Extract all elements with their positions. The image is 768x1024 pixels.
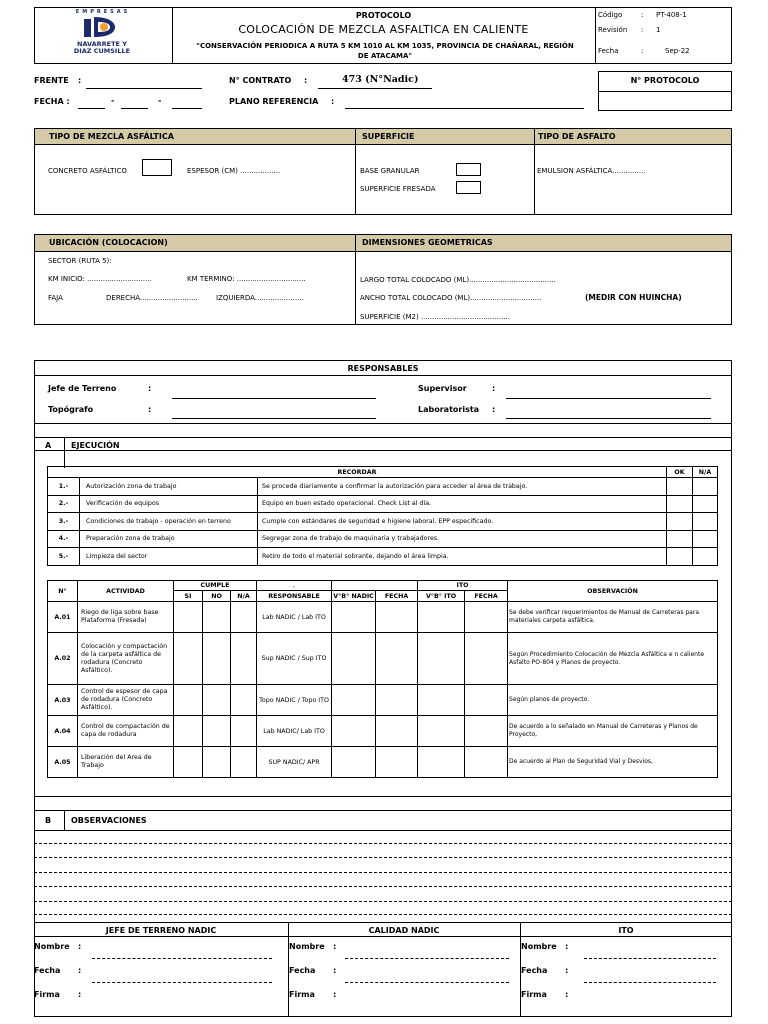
recordar-na-cell[interactable] [693, 513, 718, 531]
fecha-ito-cell[interactable] [465, 716, 508, 747]
asfalto-header: TIPO DE ASFALTO [534, 128, 732, 145]
firma-signature-field[interactable] [345, 988, 509, 1006]
fecha-doc-value: Sep-22 [665, 47, 690, 55]
activity-row: A.05 Liberación del Area de Trabajo SUP NADIC/ APR De acuerdo al Plan de Seguridad Vial y Desvios, [48, 747, 718, 778]
espesor-label: ESPESOR (CM) .................. [187, 167, 281, 175]
cumple-si-cell[interactable] [174, 716, 203, 747]
recordar-ok-cell[interactable] [667, 495, 693, 513]
cumple-na-cell[interactable] [231, 747, 257, 778]
supervisor-label: Supervisor [418, 384, 467, 393]
observacion-header: OBSERVACIÓN [508, 581, 718, 602]
recordar-ok-cell[interactable] [667, 548, 693, 566]
fecha-doc-label: Fecha [598, 47, 619, 55]
cumple-si-cell[interactable] [174, 633, 203, 685]
cumple-na-cell[interactable] [231, 685, 257, 716]
contrato-label: N° CONTRATO [229, 76, 292, 85]
logo-top-text: EMPRESAS [75, 9, 131, 15]
fecha-nadic-cell[interactable] [376, 747, 418, 778]
vb-ito-cell[interactable] [418, 716, 465, 747]
recordar-ok-cell[interactable] [667, 530, 693, 548]
vb-nadic-cell[interactable] [332, 747, 376, 778]
firma-firma-label: Firma [34, 990, 60, 999]
na-header: N/A [693, 467, 718, 478]
vb-ito-cell[interactable] [418, 633, 465, 685]
topografo-label: Topógrafo [48, 405, 94, 414]
laboratorista-label: Laboratorista [418, 405, 480, 414]
cumple-na-cell[interactable] [231, 716, 257, 747]
recordar-row: 5.- Limpieza del sector Retiro de todo el material sobrante, dejando el área limpia. [48, 548, 718, 566]
revision-label: Revisión [598, 26, 628, 34]
cumple-no-cell[interactable] [203, 685, 231, 716]
obs-line-3[interactable] [34, 872, 732, 873]
activity-row: A.01 Riego de liga sobre base Plataforma (Fresada) Lab NADIC / Lab ITO Se debe verificar requerimientos de Manual de Carreteras para materiales carpeta asfáltica. [48, 602, 718, 633]
vb-ito-cell[interactable] [418, 602, 465, 633]
responsables-title: RESPONSABLES [347, 364, 419, 373]
sector-label: SECTOR (RUTA 5): [48, 257, 112, 265]
company-logo-icon [82, 15, 118, 39]
fecha-nadic-cell[interactable] [376, 685, 418, 716]
cumple-si-cell[interactable] [174, 747, 203, 778]
firma-col2-title: CALIDAD NADIC [368, 926, 440, 935]
recordar-ok-cell[interactable] [667, 478, 693, 496]
activity-row: A.02 Colocación y compactación de la carpeta asfáltica de rodadura (Concreto Asfáltico). Sup NADIC / Sup ITO Según Procedimiento Colocación de Mezcla Asfáltica e n caliente Asfalto PO-804 y Planos de proyecto. [48, 633, 718, 685]
recordar-na-cell[interactable] [693, 548, 718, 566]
observaciones-title: OBSERVACIONES [71, 816, 147, 825]
fecha-nadic-cell[interactable] [376, 633, 418, 685]
vb-nadic-cell[interactable] [332, 602, 376, 633]
recordar-na-cell[interactable] [693, 495, 718, 513]
fecha-ito-cell[interactable] [465, 633, 508, 685]
fecha-label: FECHA : [34, 97, 70, 106]
recordar-row: 1.- Autorización zona de trabajo Se procede diariamente a confirmar la autorización para acceder al área de trabajo. [48, 478, 718, 496]
firma-fecha-field[interactable] [92, 982, 272, 983]
cumple-no-cell[interactable] [203, 747, 231, 778]
firma-col1-title: JEFE DE TERRENO NADIC [105, 926, 217, 935]
jefe-terreno-field[interactable] [172, 398, 376, 399]
vb-nadic-cell[interactable] [332, 633, 376, 685]
recordar-na-cell[interactable] [693, 530, 718, 548]
protocolo-label: N° PROTOCOLO [630, 76, 700, 85]
superficie-fresada-label: SUPERFICIE FRESADA [360, 185, 436, 193]
firma-firma-label: Firma [521, 990, 547, 999]
frente-label: FRENTE [34, 76, 69, 85]
firma-signature-field[interactable] [92, 988, 272, 1006]
activity-row: A.04 Control de compactación de capa de rodadura Lab NADIC/ Lab ITO De acuerdo a lo señalado en Manual de Carreteras y Planos de Proyecto, [48, 716, 718, 747]
firma-fecha-label: Fecha [521, 966, 548, 975]
fecha-year-field[interactable] [172, 108, 202, 109]
plano-label: PLANO REFERENCIA [229, 97, 319, 106]
codigo-value: PT-408-1 [656, 11, 687, 19]
firma-nombre-field[interactable] [92, 958, 272, 959]
col-actividad-header: ACTIVIDAD [78, 581, 174, 602]
logo-company-line2: DIAZ CUMSILLE [73, 47, 131, 55]
ubicacion-header: UBICACIÓN (COLOCACION) [34, 234, 356, 252]
base-granular-label: BASE GRANULAR [360, 167, 420, 175]
logo-company-line1: NAVARRETE Y [77, 40, 127, 48]
obs-line-4[interactable] [34, 886, 732, 887]
superficie-fresada-checkbox[interactable] [456, 181, 481, 194]
codigo-label: Código [598, 11, 623, 19]
faja-label: FAJA [48, 294, 63, 302]
contrato-value[interactable]: 473 (N°Nadic) [342, 74, 419, 85]
protocol-label: PROTOCOLO [355, 11, 412, 20]
concreto-label: CONCRETO ASFÁLTICO [48, 167, 127, 175]
frente-field[interactable] [86, 88, 202, 89]
vb-ito-cell[interactable] [418, 685, 465, 716]
firma-col3-title: ITO [618, 926, 634, 935]
vb-nadic-cell[interactable] [332, 685, 376, 716]
fecha-ito-cell[interactable] [465, 685, 508, 716]
recordar-row: 2.- Verificación de equipos Equipo en buen estado operacional. Check List al día. [48, 495, 718, 513]
ejecucion-title: EJECUCIÓN [71, 441, 120, 450]
obs-line-6[interactable] [34, 914, 732, 915]
vb-nadic-cell[interactable] [332, 716, 376, 747]
mezcla-header: TIPO DE MEZCLA ASFÁLTICA [34, 128, 356, 145]
km-termino-field[interactable]: KM TERMINO: ............................... [187, 275, 306, 283]
section-b-letter: B [45, 816, 52, 825]
emulsion-label: EMULSION ASFÁLTICA............... [537, 167, 646, 175]
cumple-no-cell[interactable] [203, 633, 231, 685]
base-granular-checkbox[interactable] [456, 163, 481, 176]
izquierda-field[interactable]: IZQUIERDA...................... [216, 294, 304, 302]
fecha-month-field[interactable] [121, 108, 148, 109]
firma-fecha-field[interactable] [584, 982, 716, 983]
firma-fecha-label: Fecha [34, 966, 61, 975]
fecha-nadic-cell[interactable] [376, 716, 418, 747]
col-n-header: N° [48, 581, 78, 602]
cumple-no-cell[interactable] [203, 602, 231, 633]
firma-signature-field[interactable] [584, 988, 716, 1006]
activity-row: A.03 Control de espesor de capa de rodadura (Concreto Asfáltico). Topo NADIC / Topo ITO Según planos de proyecto. [48, 685, 718, 716]
fecha-day-field[interactable] [78, 108, 105, 109]
ancho-field[interactable]: ANCHO TOTAL COLOCADO (ML)................................ [360, 294, 542, 302]
recordar-row: 4.- Preparación zona de trabajo Segregar zona de trabajo de maquinaria y trabajadores. [48, 530, 718, 548]
ok-header: OK [667, 467, 693, 478]
cumple-si-cell[interactable] [174, 685, 203, 716]
km-inicio-field[interactable]: KM INICIO: ............................. [48, 275, 152, 283]
fecha-ito-cell[interactable] [465, 602, 508, 633]
cumple-no-cell[interactable] [203, 716, 231, 747]
plano-field[interactable] [345, 108, 584, 109]
firma-nombre-label: Nombre [289, 942, 325, 951]
recordar-ok-cell[interactable] [667, 513, 693, 531]
protocolo-field[interactable] [599, 92, 731, 110]
firma-fecha-field[interactable] [345, 982, 509, 983]
vb-ito-cell[interactable] [418, 747, 465, 778]
firma-fecha-label: Fecha [289, 966, 316, 975]
firma-firma-label: Firma [289, 990, 315, 999]
page-subtitle: "CONSERVACIÓN PERIODICA A RUTA 5 KM 1010 AL KM 1035, PROVINCIA DE CHAÑARAL, REGIÓN DE ATACAMA" [196, 42, 574, 60]
recordar-header: RECORDAR [48, 467, 667, 478]
cumple-header: CUMPLE [174, 581, 257, 591]
revision-value: 1 [656, 26, 661, 34]
firma-nombre-label: Nombre [521, 942, 557, 951]
firma-nombre-field[interactable] [584, 958, 716, 959]
firma-nombre-label: Nombre [34, 942, 70, 951]
fecha-nadic-cell[interactable] [376, 602, 418, 633]
cumple-na-cell[interactable] [231, 602, 257, 633]
laboratorista-field[interactable] [506, 418, 711, 419]
recordar-row: 3.- Condiciones de trabajo - operación en terreno Cumple con estándares de seguridad e higiene laboral. EPP especificado. [48, 513, 718, 531]
superficie-header: SUPERFICIE [355, 128, 535, 145]
largo-field[interactable]: LARGO TOTAL COLOCADO (ML)....................................... [360, 276, 556, 284]
cumple-si-cell[interactable] [174, 602, 203, 633]
recordar-na-cell[interactable] [693, 478, 718, 496]
obs-line-5[interactable] [34, 901, 732, 902]
firma-nombre-field[interactable] [345, 958, 509, 959]
huincha-note: (MEDIR CON HUINCHA) [585, 293, 682, 302]
jefe-terreno-label: Jefe de Terreno [48, 384, 117, 393]
ito-header: ITO [418, 581, 508, 591]
superficie-m2-field[interactable]: SUPERFICIE (M2) ........................................ [360, 313, 510, 321]
fecha-ito-cell[interactable] [465, 747, 508, 778]
actividades-table: N° ACTIVIDAD CUMPLE , ITO OBSERVACIÓN SI NO N/A RESPONSABLE V°B° NADIC FECHA V°B° ITO FECHA A.01 Riego de liga sobre base Plataforma (Fresada) Lab NADIC / Lab ITO Se debe verificar requerimientos de Manual de Carreteras para materiales carpeta asfáltica. A.02 Colocación y compactación de la carpeta asfáltica de rodadura (Concreto Asfáltico). Sup NADIC / Sup ITO Según Procedimiento Colocación de Mezcla Asfáltica e n caliente Asfalto PO-804 y Planos de proyecto. A.03 Control de espesor de capa de rodadura (Concreto Asfáltico). Topo NADIC / Topo ITO Según planos de proyecto. A.04 Control de compactación de capa de rodadura Lab NADIC/ Lab ITO De acuerdo a lo señalado en Manual de Carreteras y Planos de Proyecto, A.05 Liberación del Area de Trabajo SUP NADIC/ APR De acuerdo al Plan de Seguridad Vial y Desvios, [47, 580, 718, 778]
page-title: COLOCACIÓN DE MEZCLA ASFALTICA EN CALIENTE [238, 23, 529, 36]
recordar-table [47, 466, 718, 566]
concreto-checkbox[interactable] [142, 159, 172, 176]
dimensiones-header: DIMENSIONES GEOMETRICAS [355, 234, 732, 252]
section-a-letter: A [45, 441, 52, 450]
obs-line-1[interactable] [34, 843, 732, 844]
supervisor-field[interactable] [506, 398, 711, 399]
derecha-field[interactable]: DERECHA.......................... [106, 294, 198, 302]
cumple-na-cell[interactable] [231, 633, 257, 685]
topografo-field[interactable] [172, 418, 376, 419]
obs-line-2[interactable] [34, 857, 732, 858]
